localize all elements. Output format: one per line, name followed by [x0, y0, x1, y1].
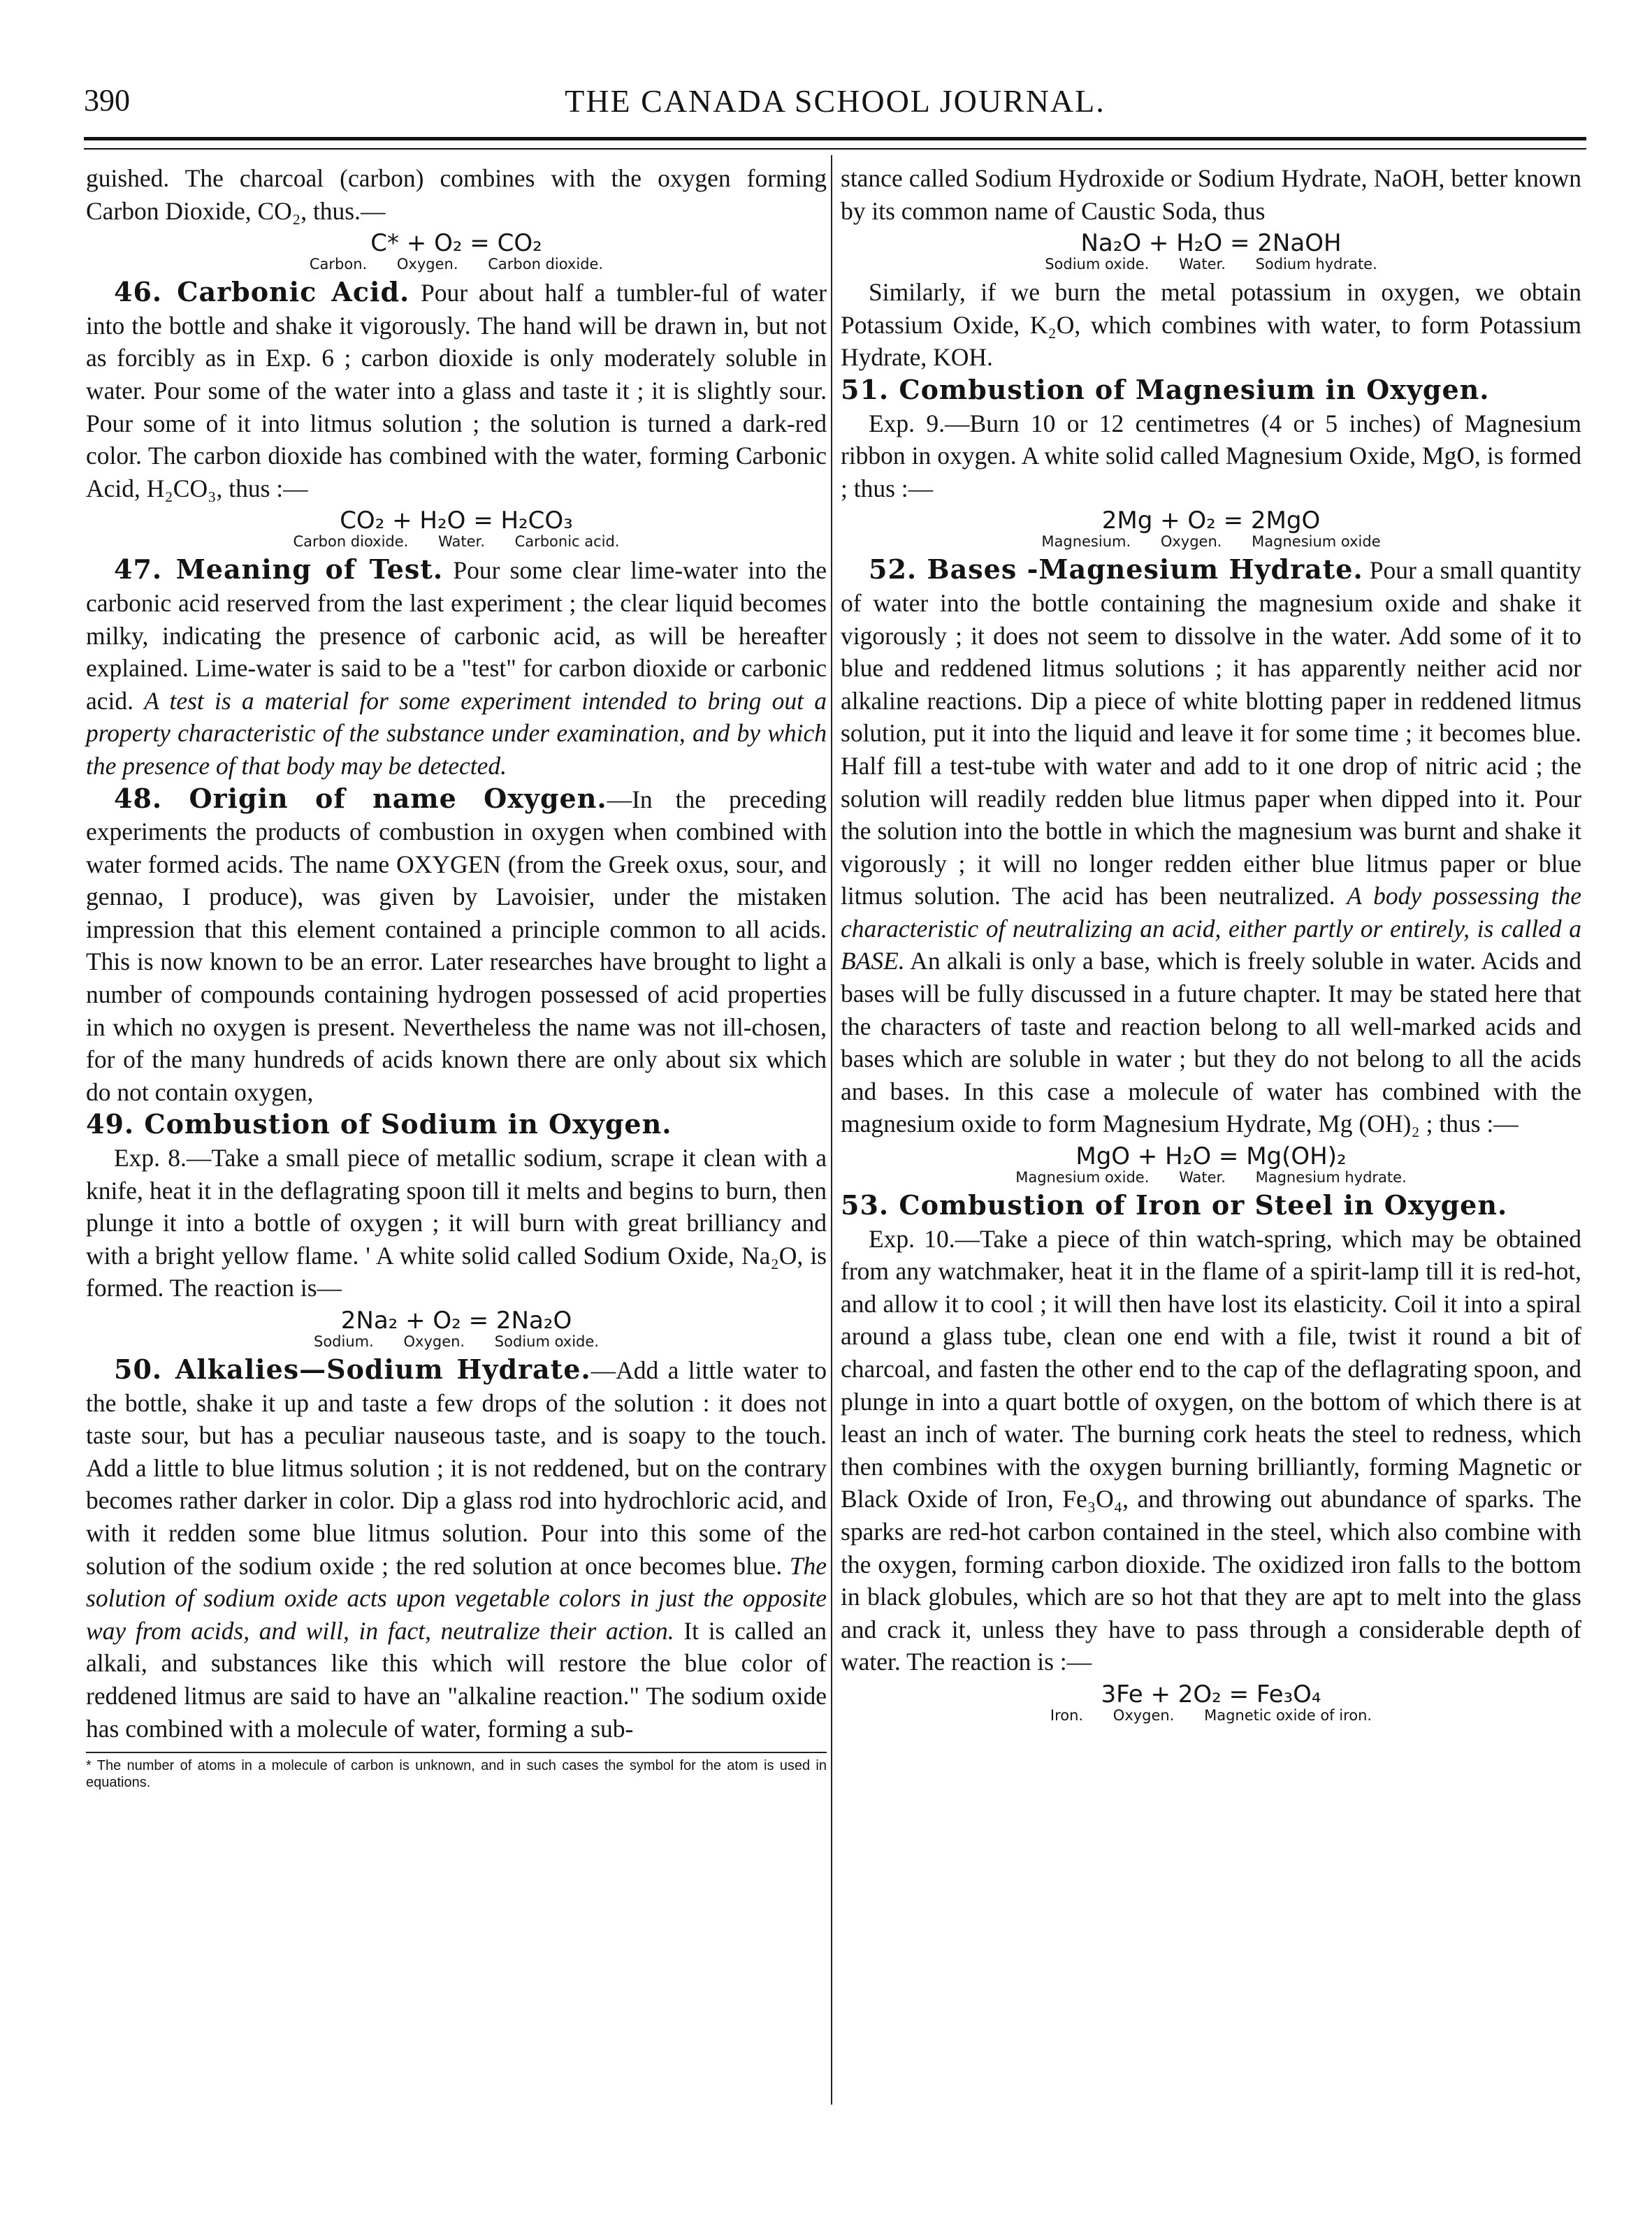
- equation-label: Sodium hydrate.: [1255, 256, 1377, 273]
- equation-label: Magnetic oxide of iron.: [1204, 1706, 1372, 1724]
- section-text: An alkali is only a base, which is freely soluble in water. Acids and bases will be fully discussed in a future chapter. It may be stated here that the characters of taste and reaction belong to all well-marked acids and bases which are soluble in water ; but they do not belong to all the acids and bases. In this case a molecule of water has combined with the magnesium oxide to form Magnesium Hydrate, Mg (OH)₂ ; thus :—: [841, 947, 1581, 1138]
- section-50: [86, 1353, 827, 1745]
- equation-label: Oxygen.: [396, 256, 458, 273]
- equation-label: Oxygen.: [1160, 533, 1222, 551]
- section-47: [86, 553, 827, 782]
- section-text: It is called an alkali, and substances like this which will restore the blue color of reddened litmus are said to have an "alkaline reaction." The sodium oxide has combined with a molecule of water, forming a sub-: [86, 1616, 827, 1743]
- section-heading: 47. Meaning of Test.: [114, 553, 444, 586]
- equation-label: Water.: [1179, 256, 1226, 273]
- equation-carbonic-acid: [86, 507, 827, 549]
- section-text: Pour some clear lime-water into the carbonic acid reserved from the last experiment ; the clear liquid becomes milky, indicating the presence of carbonic acid, as will be hereafter explained. Lime-water is said to be a "test" for carbon dioxide or carbonic acid.: [86, 556, 827, 715]
- page-number: 390: [84, 83, 130, 117]
- section-49-heading: [86, 1108, 827, 1142]
- equation-label: Magnesium oxide: [1252, 533, 1381, 551]
- equation-label: Water.: [438, 533, 485, 551]
- section-53: Exp. 10.—Take a piece of thin watch-spring, which may be obtained from any watchmaker, heat it in the flame of a spirit-lamp till it is red-hot, and allow it to cool ; it will then have lost its elasticity. Coil it into a spiral around a glass tube, clean one end with a file, twist it round a bit of charcoal, and fasten the other end to the cap of the deflagrating spoon, and plunge in into a quart bottle of oxygen, on the bottom of which there is at least an inch of water. The burning cork heats the steel to redness, which then combines with the oxygen burning brilliantly, forming Magnetic or Black Oxide of Iron, Fe₃O₄, and throwing out abundance of sparks. The sparks are red-hot carbon contained in the steel, which also combine with the oxygen, forming carbon dioxide. The oxidized iron falls to the bottom in black globules, which are so hot that they are apt to melt into the glass and crack it, unless they have to pass through a considerable depth of water. The reaction is :—: [841, 1224, 1581, 1676]
- section-heading: 53. Combustion of Iron or Steel in Oxygen.: [841, 1189, 1508, 1221]
- section-text: —In the preceding experiments the products of combustion in oxygen when combined with water formed acids. The name OXYGEN (from the Greek oxus, sour, and gennao, I produce), was given by Lavoisier, under the mistaken impression that this element contained a principle common to all acids. This is now known to be an error. Later researches have brought to light a number of compounds containing hydrogen possessed of acid properties in which no oxygen is present. Nevertheless the name was not ill-chosen, for of the many hundreds of acids known there are only about six which do not contain oxygen,: [86, 785, 827, 1106]
- equation-label: Sodium.: [314, 1333, 374, 1350]
- section-italic-text: A body possessing the characteristic of neutralizing an acid, either partly or entirely, is called a BASE.: [841, 882, 1581, 975]
- section-text: Pour about half a tumbler-ful of water into the bottle and shake it vigorously. The hand will be drawn in, but not as forcibly as in Exp. 6 ; carbon dioxide is only moderately soluble in water. Pour some of the water into a glass and taste it ; it is slightly sour. Pour some of it into litmus solution ; the solution is turned a dark-red color. The carbon dioxide has combined with the water, forming Carbonic Acid, H₂CO₃, thus :—: [86, 279, 827, 502]
- equation-label: Oxygen.: [1113, 1706, 1175, 1724]
- equation-labels: [841, 1170, 1581, 1185]
- equation-label: Oxygen.: [403, 1333, 465, 1350]
- left-column: [86, 162, 827, 1791]
- equation-label: Magnesium hydrate.: [1255, 1169, 1407, 1186]
- section-49: Exp. 8.—Take a small piece of metallic sodium, scrape it clean with a knife, heat it in the deflagrating spoon till it melts and begins to burn, then plunge it into a bottle of oxygen ; it will burn with great brilliancy and with a bright yellow flame. ' A white solid called Sodium Oxide, Na₂O, is formed. The reaction is—: [86, 1144, 827, 1302]
- paragraph: Similarly, if we burn the metal potassium in oxygen, we obtain Potassium Oxide, K₂O, which combines with water, to form Potassium Hydrate, KOH.: [841, 278, 1581, 372]
- section-heading: 52. Bases -Magnesium Hydrate.: [869, 553, 1363, 586]
- equation-carbon-dioxide: [86, 230, 827, 272]
- header-rule-thin: [84, 148, 1586, 150]
- equation-label: Iron.: [1050, 1706, 1084, 1724]
- paragraph: stance called Sodium Hydroxide or Sodium Hydrate, NaOH, better known by its common name of Caustic Soda, thus: [841, 164, 1581, 225]
- equation-line: C* + O₂ = CO₂: [370, 229, 542, 258]
- section-heading: 48. Origin of name Oxygen.: [114, 782, 607, 814]
- section-heading: 46. Carbonic Acid.: [114, 276, 410, 308]
- equation-line: Na₂O + H₂O = 2NaOH: [1080, 229, 1342, 258]
- equation-magnesium-oxide: [841, 507, 1581, 549]
- equation-label: Sodium oxide.: [1045, 256, 1150, 273]
- section-italic-text: A test is a material for some experiment intended to bring out a property characteristic of the substance under examination, and by which the presence of that body may be detected.: [86, 686, 827, 780]
- equation-label: Carbon dioxide.: [293, 533, 409, 551]
- right-column: [841, 162, 1581, 1727]
- equation-labels: [841, 1708, 1581, 1723]
- equation-line: 2Mg + O₂ = 2MgO: [1101, 507, 1321, 535]
- equation-iron-oxide: [841, 1681, 1581, 1723]
- section-51-heading: [841, 374, 1581, 407]
- section-text: Pour a small quantity of water into the bottle containing the magnesium oxide and shake it vigorously ; it does not seem to dissolve in the water. Add some of it to blue and reddened litmus solutions ; it has apparently neither acid nor alkaline reactions. Dip a piece of white blotting paper in reddened litmus solution, put it into the liquid and leave it for some time ; it becomes blue. Half fill a test-tube with water and add to it one drop of nitric acid ; the solution will readily redden blue litmus paper when dipped into it. Pour the solution into the bottle in which the magnesium was burnt and shake it vigorously ; it will no longer redden either blue litmus paper or blue litmus solution. The acid has been neutralized.: [841, 556, 1581, 910]
- equation-labels: [86, 256, 827, 272]
- column-divider: [831, 155, 832, 2105]
- equation-label: Carbon dioxide.: [488, 256, 604, 273]
- equation-labels: [841, 256, 1581, 272]
- footnote-rule: [86, 1752, 827, 1753]
- section-52: [841, 553, 1581, 1140]
- equation-magnesium-hydrate: [841, 1143, 1581, 1185]
- section-heading: 49. Combustion of Sodium in Oxygen.: [86, 1108, 672, 1140]
- equation-label: Magnesium oxide.: [1015, 1169, 1150, 1186]
- equation-labels: [841, 534, 1581, 549]
- paragraph: guished. The charcoal (carbon) combines with the oxygen forming Carbon Dioxide, CO₂, thus.—: [86, 164, 827, 225]
- equation-line: CO₂ + H₂O = H₂CO₃: [340, 507, 573, 535]
- section-italic-text: The solution of sodium oxide acts upon vegetable colors in just the opposite way from acids, and will, in fact, neutralize their action.: [86, 1551, 827, 1645]
- section-heading: 50. Alkalies—Sodium Hydrate.: [114, 1353, 591, 1385]
- section-51: Exp. 9.—Burn 10 or 12 centimetres (4 or 5 inches) of Magnesium ribbon in oxygen. A white solid called Magnesium Oxide, MgO, is formed ; thus :—: [841, 409, 1581, 502]
- section-48: [86, 783, 827, 1109]
- equation-line: MgO + H₂O = Mg(OH)₂: [1075, 1142, 1347, 1171]
- equation-label: Magnesium.: [1041, 533, 1131, 551]
- page-header: [84, 82, 1586, 124]
- equation-line: 3Fe + 2O₂ = Fe₃O₄: [1101, 1680, 1321, 1708]
- equation-sodium-hydrate: [841, 230, 1581, 272]
- equation-sodium-oxide: [86, 1307, 827, 1349]
- equation-line: 2Na₂ + O₂ = 2Na₂O: [340, 1307, 572, 1335]
- section-46: [86, 276, 827, 504]
- section-53-heading: [841, 1189, 1581, 1223]
- journal-title: THE CANADA SCHOOL JOURNAL.: [565, 83, 1106, 119]
- section-heading: 51. Combustion of Magnesium in Oxygen.: [841, 373, 1490, 405]
- equation-labels: [86, 1334, 827, 1349]
- section-text: —Add a little water to the bottle, shake it up and taste a few drops of the solution : it does not taste sour, but has a peculiar nauseous taste, and is soapy to the touch. Add a little to blue litmus solution ; it is not reddened, but on the contrary becomes rather darker in color. Dip a glass rod into hydrochloric acid, and with it redden some blue litmus solution. Pour into this some of the solution of the sodium oxide ; the red solution at once becomes blue.: [86, 1356, 827, 1580]
- equation-label: Water.: [1179, 1169, 1226, 1186]
- equation-label: Carbon.: [309, 256, 368, 273]
- equation-label: Sodium oxide.: [494, 1333, 599, 1350]
- equation-label: Carbonic acid.: [514, 533, 620, 551]
- header-rule-thick: [84, 137, 1586, 140]
- footnote: * The number of atoms in a molecule of carbon is unknown, and in such cases the symbol for the atom is used in equations.: [86, 1758, 827, 1791]
- equation-labels: [86, 534, 827, 549]
